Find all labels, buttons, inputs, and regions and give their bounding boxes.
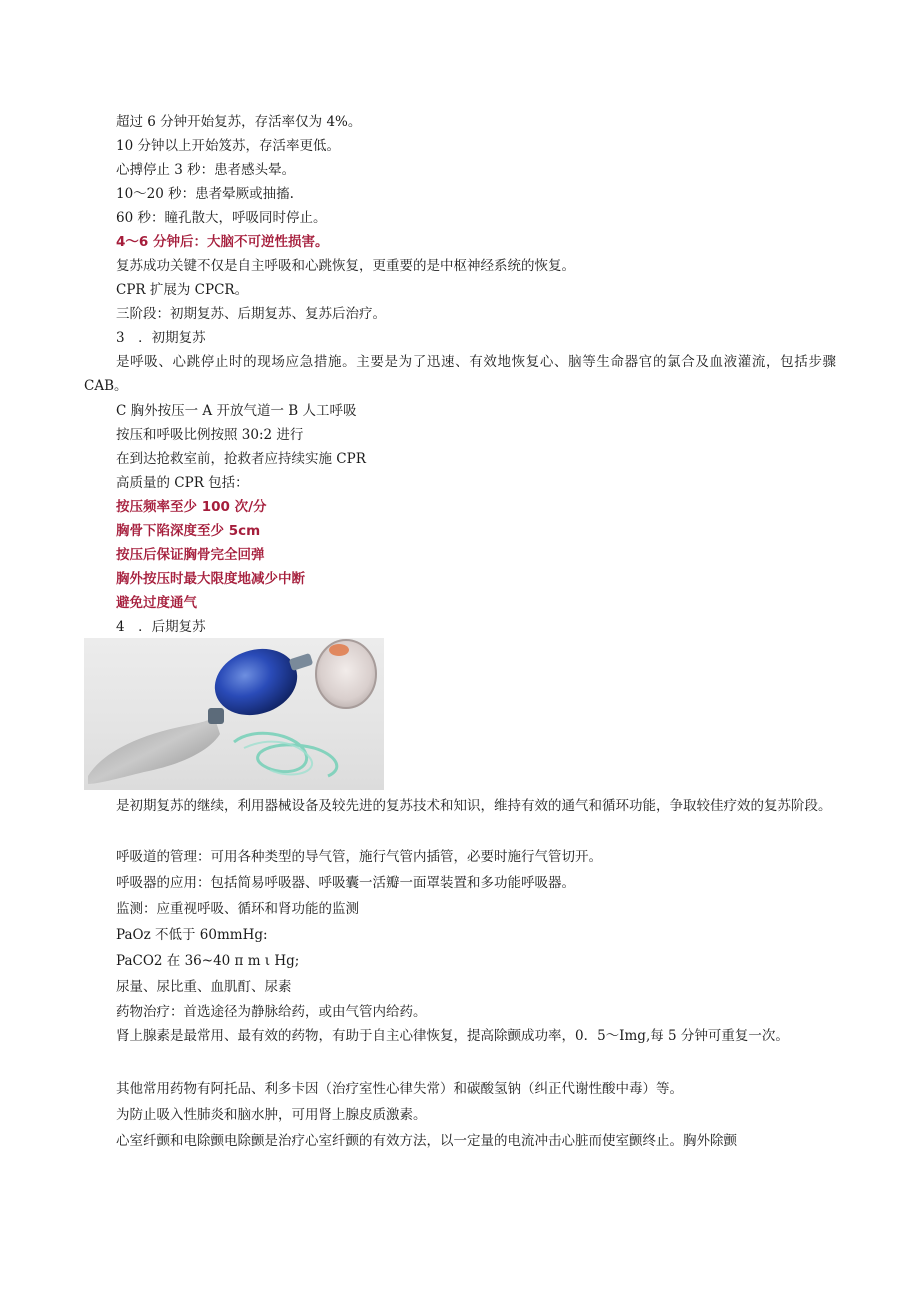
text-line: PaCO2 在 36~40 π m ι Hg; xyxy=(116,953,300,969)
text-line: 心搏停止 3 秒：患者感头晕。 xyxy=(116,162,296,178)
paragraph: 肾上腺素是最常用、最有效的药物，有助于自主心律恢复，提高除颤成功率，0．5～Img,每 5 分钟可重复一次。 xyxy=(116,1028,789,1044)
text-line: C 胸外按压一 A 开放气道一 B 人工呼吸 xyxy=(116,403,357,419)
text-line: 按压和呼吸比例按照 30:2 进行 xyxy=(116,427,304,443)
text-line: PaOz 不低于 60mmHg: xyxy=(116,927,268,943)
highlight-line: 按压后保证胸骨完全回弹 xyxy=(116,547,265,563)
highlight-line: 胸外按压时最大限度地减少中断 xyxy=(116,571,305,587)
text-line: 其他常用药物有阿托品、利多卡因（治疗室性心律失常）和碳酸氢钠（纠正代谢性酸中毒）等。 xyxy=(116,1081,683,1097)
highlight-line: 避免过度通气 xyxy=(116,595,197,611)
text-line: 10 分钟以上开始笈苏，存活率更低。 xyxy=(116,138,340,154)
section-heading: 3 ．初期复苏 xyxy=(116,330,206,346)
text-line: 在到达抢救室前，抢救者应持续实施 CPR xyxy=(116,451,366,467)
oxygen-tubing-shape xyxy=(234,733,337,776)
reservoir-bag-shape xyxy=(88,716,220,784)
text-line: 呼吸道的管理：可用各种类型的导气管，施行气管内插管，必要时施行气管切开。 xyxy=(116,849,602,865)
text-line: 复苏成功关键不仅是自主呼吸和心跳恢复，更重要的是中枢神经系统的恢复。 xyxy=(116,258,575,274)
paragraph: 是初期复苏的继续，利用器械设备及较先进的复苏技术和知识，维持有效的通气和循环功能，争取较佳疗效的复苏阶段。 xyxy=(116,798,832,814)
text-line: 药物治疗：首选途径为静脉给药，或由气管内给药。 xyxy=(116,1004,427,1020)
bag-valve-mask-image xyxy=(84,638,384,790)
highlight-line: 胸骨下陷深度至少 5cm xyxy=(116,523,261,539)
text-line: 心室纤颤和电除颤电除颤是治疗心室纤颤的有效方法，以一定量的电流冲击心脏而使室颤终止。胸外除颤 xyxy=(116,1133,737,1149)
highlight-line: 4～6 分钟后：大脑不可逆性损害。 xyxy=(116,234,329,250)
text-line: 10～20 秒：患者晕厥或抽搐. xyxy=(116,186,294,202)
text-line: 高质量的 CPR 包括： xyxy=(116,475,249,491)
highlight-line: 按压频率至少 100 次/分 xyxy=(116,499,267,515)
resuscitator-photo xyxy=(84,638,384,790)
text-line: 尿量、尿比重、血肌酊、尿素 xyxy=(116,979,292,995)
text-line: 60 秒：瞳孔散大，呼吸同时停止。 xyxy=(116,210,327,226)
text-line: 超过 6 分钟开始复苏，存活率仅为 4%。 xyxy=(116,114,362,130)
paragraph: 是呼吸、心跳停止时的现场应急措施。主要是为了迅速、有效地恢复心、脑等生命器官的氯合及血液灌流，包括步骤 CAB。 xyxy=(84,354,836,394)
text-line: 为防止吸入性肺炎和脑水肿，可用肾上腺皮质激素。 xyxy=(116,1107,427,1123)
text-line: CPR 扩展为 CPCR。 xyxy=(116,282,249,298)
text-line: 监测：应重视呼吸、循环和肾功能的监测 xyxy=(116,901,359,917)
text-line: 呼吸器的应用：包括简易呼吸器、呼吸囊一活瓣一面罩装置和多功能呼吸器。 xyxy=(116,875,575,891)
section-heading: 4 ．后期复苏 xyxy=(116,619,206,635)
text-line: 三阶段：初期复苏、后期复苏、复苏后治疗。 xyxy=(116,306,386,322)
